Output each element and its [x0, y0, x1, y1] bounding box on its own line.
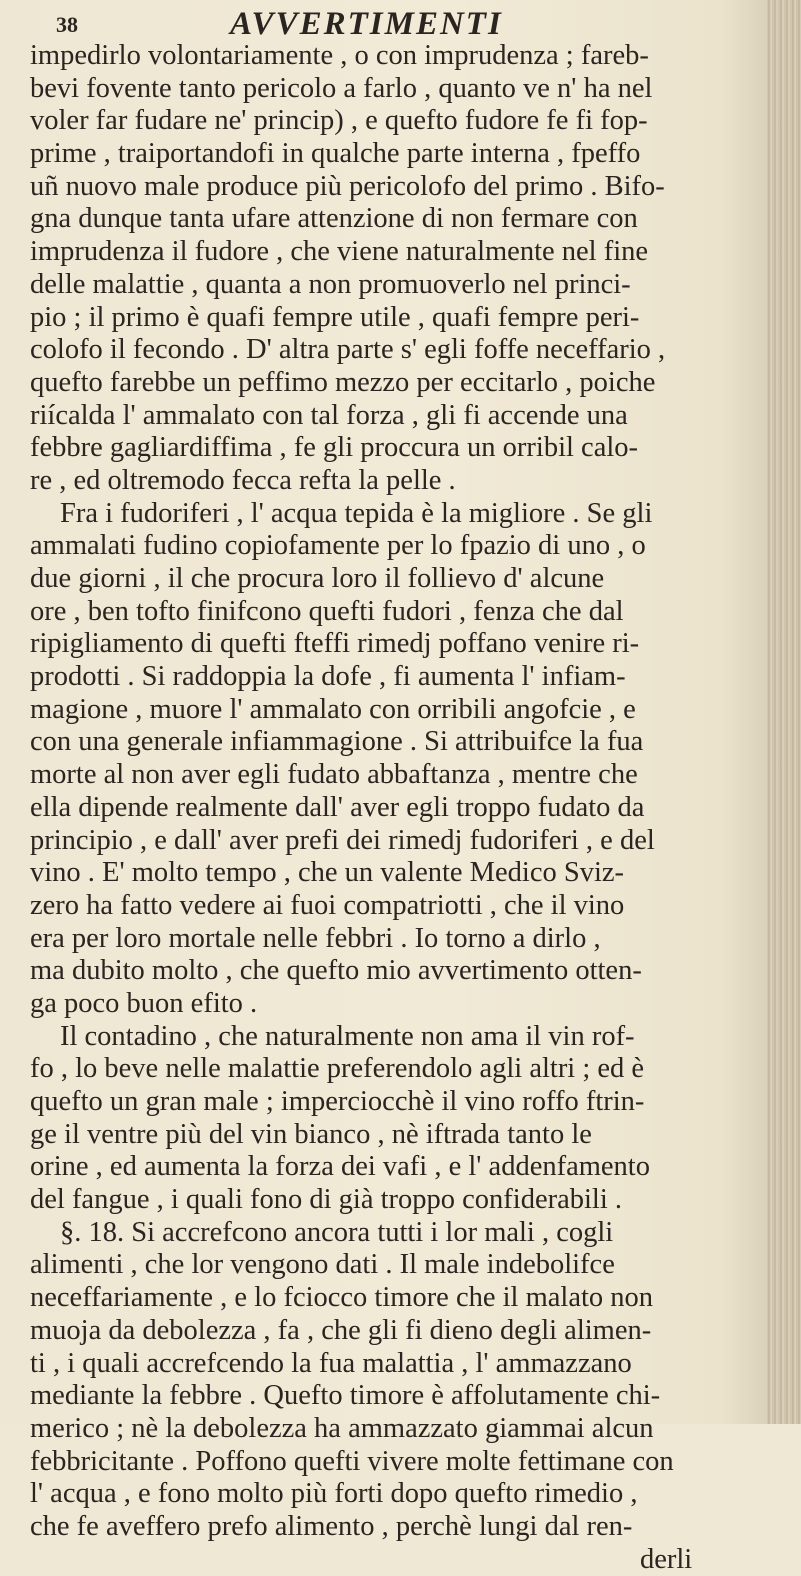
- text-line: imprudenza il fudore , che viene naturalmente nel fine: [30, 236, 649, 268]
- text-line: re , ed oltremodo fecca refta la pelle .: [30, 464, 456, 496]
- text-line: uñ nuovo male produce più pericolofo del primo . Bifo-: [30, 170, 665, 202]
- text-line: febbricitante . Poffono quefti vivere molte fettimane con: [30, 1445, 674, 1477]
- text-line: ammalati fudino copiofamente per lo fpazio di uno , o: [30, 530, 646, 562]
- text-line: ella dipende realmente dall' aver egli troppo fudato da: [30, 791, 645, 823]
- text-line: impedirlo volontariamente , o con imprudenza ; fareb-: [30, 40, 649, 71]
- text-line: ga poco buon efito .: [30, 987, 258, 1019]
- text-line: ore , ben tofto finifcono quefti fudori , fenza che dal: [30, 595, 624, 627]
- text-line: febbre gagliardiffima , fe gli proccura un orribil calo-: [30, 432, 639, 464]
- text-line: §. 18. Si accrefcono ancora tutti i lor mali , cogli: [60, 1216, 614, 1248]
- running-title: AVVERTIMENTI: [230, 6, 503, 42]
- text-line: gna dunque tanta ufare attenzione di non fermare con: [30, 203, 638, 235]
- text-line: del fangue , i quali fono di già troppo confiderabili .: [30, 1184, 623, 1216]
- text-line: Fra i fudoriferi , l' acqua tepida è la migliore . Se gli: [60, 497, 653, 529]
- text-line: ma dubito molto , che quefto mio avvertimento otten-: [30, 955, 642, 987]
- page-edge-shadow: [767, 0, 801, 1424]
- text-line: con una generale infiammagione . Si attribuifce la fua: [30, 726, 644, 758]
- text-line: orine , ed aumenta la forza dei vafi , e l' addenfamento: [30, 1151, 650, 1183]
- text-line: principio , e dall' aver prefi dei rimedj fudoriferi , e del: [30, 824, 655, 856]
- text-line: ti , i quali accrefcendo la fua malattia , l' ammazzano: [30, 1347, 632, 1379]
- text-line: Il contadino , che naturalmente non ama il vin rof-: [60, 1020, 635, 1052]
- catchword: derli: [640, 1543, 693, 1575]
- text-line: delle malattie , quanta a non promuoverlo nel princi-: [30, 268, 631, 300]
- text-line: muoja da debolezza , fa , che gli fi dieno degli alimen-: [30, 1314, 652, 1346]
- text-line: magione , muore l' ammalato con orribili angofcie , e: [30, 693, 636, 725]
- text-line: era per loro mortale nelle febbri . Io torno a dirlo ,: [30, 922, 601, 954]
- text-line: mediante la febbre . Quefto timore è affolutamente chi-: [30, 1380, 661, 1412]
- text-line: quefto un gran male ; imperciocchè il vino roffo ftrin-: [30, 1086, 645, 1117]
- text-line: riícalda l' ammalato con tal forza , gli fi accende una: [30, 399, 628, 431]
- text-line: bevi fovente tanto pericolo a farlo , quanto ve n' ha nel: [30, 72, 653, 104]
- text-line: prime , traiportandofi in qualche parte interna , fpeffo: [30, 138, 641, 170]
- text-line: colofo il fecondo . D' altra parte s' egli foffe neceffario ,: [30, 334, 666, 366]
- text-line: alimenti , che lor vengono dati . Il male indebolifce: [30, 1249, 615, 1281]
- text-line: prodotti . Si raddoppia la dofe , fi aumenta l' infiam-: [30, 661, 626, 693]
- text-line: ge il ventre più del vin bianco , nè iftrada tanto le: [30, 1118, 592, 1150]
- text-line: morte al non aver egli fudato abbaftanza , mentre che: [30, 759, 638, 791]
- text-line: vino . E' molto tempo , che un valente Medico Sviz-: [30, 857, 625, 889]
- text-line: pio ; il primo è quafi fempre utile , quafi fempre peri-: [30, 301, 640, 333]
- text-line: che fe aveffero prefo alimento , perchè lungi dal ren-: [30, 1510, 633, 1542]
- text-line: quefto farebbe un peffimo mezzo per eccitarlo , poiche: [30, 366, 656, 398]
- text-line: merico ; nè la debolezza ha ammazzato giammai alcun: [30, 1412, 654, 1444]
- text-line: voler far fudare ne' princip) , e quefto fudore fe fi fop-: [30, 105, 648, 137]
- text-line: zero ha fatto vedere ai fuoi compatriotti , che il vino: [30, 889, 625, 921]
- text-line: neceffariamente , e lo fciocco timore che il malato non: [30, 1282, 654, 1314]
- page-header: [56, 6, 756, 40]
- text-line: l' acqua , e fono molto più forti dopo quefto rimedio ,: [30, 1478, 638, 1510]
- body-text: [30, 40, 765, 1576]
- text-line: due giorni , il che procura loro il follievo d' alcune: [30, 563, 605, 594]
- text-line: fo , lo beve nelle malattie preferendolo agli altri ; ed è: [30, 1053, 645, 1085]
- text-line: ripigliamento di quefti fteffi rimedj poffano venire ri-: [30, 628, 640, 660]
- page-number: 38: [56, 12, 78, 37]
